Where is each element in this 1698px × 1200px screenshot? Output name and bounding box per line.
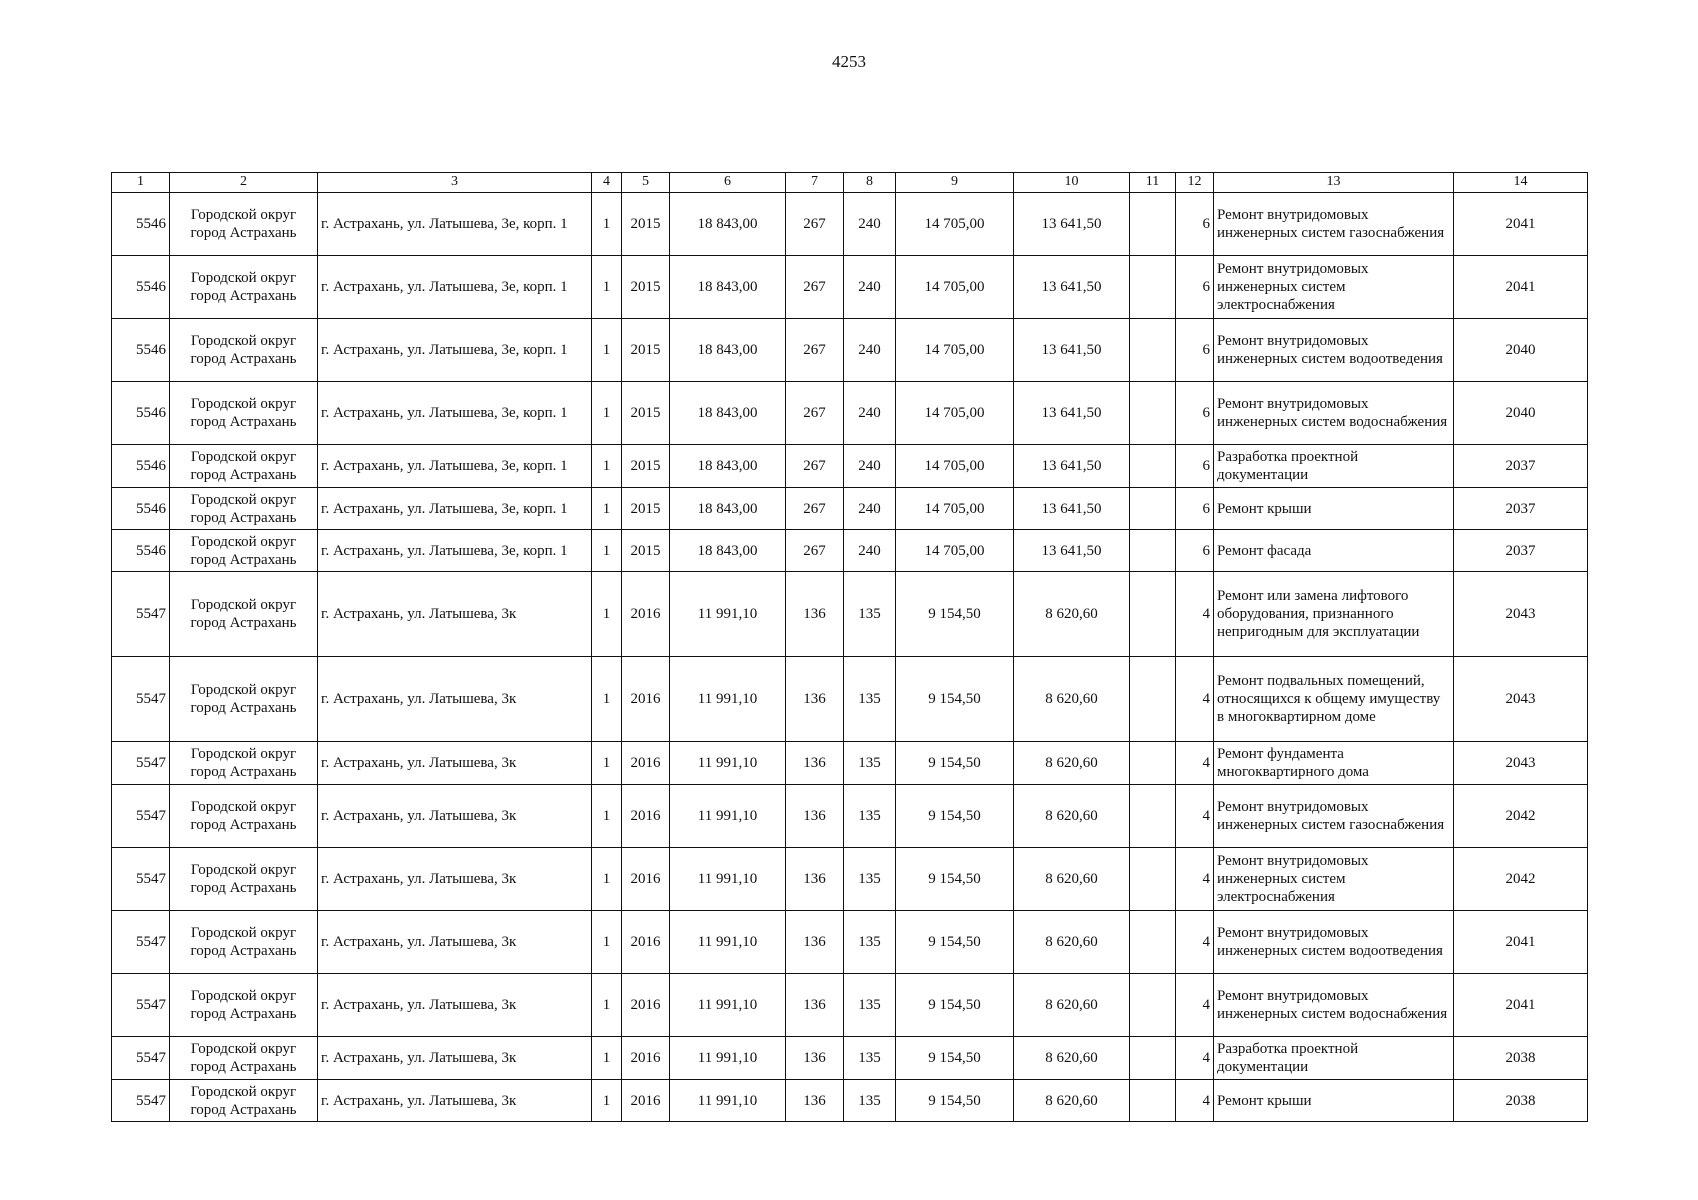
cell-plan-year: 2040	[1454, 382, 1588, 445]
cell-address: г. Астрахань, ул. Латышева, 3е, корп. 1	[318, 319, 592, 382]
table-row	[112, 488, 1588, 530]
column-header: 5	[622, 173, 670, 193]
cell-work-type: Ремонт внутридомовых инженерных систем электроснабжения	[1214, 256, 1454, 319]
data-table	[111, 172, 1588, 1122]
cell-col4: 1	[592, 785, 622, 848]
cell-address: г. Астрахань, ул. Латышева, 3к	[318, 657, 592, 742]
table-row	[112, 848, 1588, 911]
cell-col10: 8 620,60	[1014, 1037, 1130, 1080]
cell-col11	[1130, 382, 1176, 445]
cell-plan-year: 2041	[1454, 974, 1588, 1037]
cell-col9: 9 154,50	[896, 1080, 1014, 1122]
cell-col7: 136	[786, 1037, 844, 1080]
cell-municipality: Городской округ город Астрахань	[170, 382, 318, 445]
table-row	[112, 911, 1588, 974]
cell-address: г. Астрахань, ул. Латышева, 3к	[318, 1080, 592, 1122]
cell-plan-year: 2037	[1454, 445, 1588, 488]
cell-col12: 6	[1176, 445, 1214, 488]
cell-col12: 6	[1176, 256, 1214, 319]
cell-address: г. Астрахань, ул. Латышева, 3е, корп. 1	[318, 256, 592, 319]
cell-col4: 1	[592, 1080, 622, 1122]
cell-col7: 136	[786, 572, 844, 657]
cell-municipality: Городской округ город Астрахань	[170, 530, 318, 572]
table-row	[112, 974, 1588, 1037]
cell-col4: 1	[592, 445, 622, 488]
cell-year: 2016	[622, 742, 670, 785]
column-header: 11	[1130, 173, 1176, 193]
cell-area: 18 843,00	[670, 382, 786, 445]
cell-col10: 8 620,60	[1014, 572, 1130, 657]
cell-col12: 6	[1176, 382, 1214, 445]
cell-number: 5546	[112, 193, 170, 256]
cell-year: 2015	[622, 382, 670, 445]
cell-work-type: Ремонт внутридомовых инженерных систем газоснабжения	[1214, 785, 1454, 848]
cell-col7: 136	[786, 657, 844, 742]
cell-col12: 4	[1176, 1080, 1214, 1122]
cell-area: 18 843,00	[670, 256, 786, 319]
cell-number: 5546	[112, 256, 170, 319]
cell-col9: 14 705,00	[896, 193, 1014, 256]
cell-year: 2015	[622, 488, 670, 530]
cell-plan-year: 2042	[1454, 785, 1588, 848]
cell-col12: 4	[1176, 572, 1214, 657]
cell-year: 2015	[622, 445, 670, 488]
cell-col8: 240	[844, 319, 896, 382]
column-header: 8	[844, 173, 896, 193]
table-row	[112, 785, 1588, 848]
cell-col10: 13 641,50	[1014, 319, 1130, 382]
cell-col10: 13 641,50	[1014, 488, 1130, 530]
cell-col9: 14 705,00	[896, 382, 1014, 445]
column-header: 2	[170, 173, 318, 193]
cell-municipality: Городской округ город Астрахань	[170, 319, 318, 382]
column-header: 13	[1214, 173, 1454, 193]
cell-area: 11 991,10	[670, 848, 786, 911]
cell-number: 5547	[112, 1037, 170, 1080]
cell-col9: 14 705,00	[896, 530, 1014, 572]
cell-municipality: Городской округ город Астрахань	[170, 657, 318, 742]
cell-work-type: Ремонт или замена лифтового оборудования, признанного непригодным для эксплуатации	[1214, 572, 1454, 657]
cell-col11	[1130, 742, 1176, 785]
cell-plan-year: 2041	[1454, 193, 1588, 256]
cell-col8: 240	[844, 530, 896, 572]
cell-address: г. Астрахань, ул. Латышева, 3к	[318, 911, 592, 974]
cell-col12: 4	[1176, 657, 1214, 742]
cell-plan-year: 2038	[1454, 1037, 1588, 1080]
cell-col4: 1	[592, 848, 622, 911]
cell-col7: 136	[786, 1080, 844, 1122]
column-header: 4	[592, 173, 622, 193]
cell-col4: 1	[592, 256, 622, 319]
cell-col4: 1	[592, 742, 622, 785]
cell-work-type: Ремонт крыши	[1214, 488, 1454, 530]
cell-area: 11 991,10	[670, 572, 786, 657]
cell-year: 2016	[622, 1037, 670, 1080]
cell-number: 5547	[112, 572, 170, 657]
cell-work-type: Ремонт фасада	[1214, 530, 1454, 572]
cell-address: г. Астрахань, ул. Латышева, 3е, корп. 1	[318, 445, 592, 488]
cell-col11	[1130, 974, 1176, 1037]
cell-plan-year: 2037	[1454, 488, 1588, 530]
cell-area: 11 991,10	[670, 785, 786, 848]
cell-number: 5547	[112, 1080, 170, 1122]
cell-work-type: Ремонт внутридомовых инженерных систем водоотведения	[1214, 911, 1454, 974]
cell-col4: 1	[592, 193, 622, 256]
cell-address: г. Астрахань, ул. Латышева, 3е, корп. 1	[318, 382, 592, 445]
cell-col9: 9 154,50	[896, 911, 1014, 974]
cell-col10: 8 620,60	[1014, 742, 1130, 785]
cell-col7: 136	[786, 848, 844, 911]
cell-col9: 9 154,50	[896, 742, 1014, 785]
cell-col10: 13 641,50	[1014, 382, 1130, 445]
cell-number: 5546	[112, 530, 170, 572]
cell-municipality: Городской округ город Астрахань	[170, 445, 318, 488]
cell-plan-year: 2043	[1454, 572, 1588, 657]
cell-number: 5547	[112, 742, 170, 785]
table-row	[112, 742, 1588, 785]
cell-number: 5547	[112, 911, 170, 974]
cell-work-type: Ремонт внутридомовых инженерных систем водоснабжения	[1214, 974, 1454, 1037]
cell-col11	[1130, 657, 1176, 742]
table-row	[112, 572, 1588, 657]
cell-col9: 9 154,50	[896, 785, 1014, 848]
cell-area: 11 991,10	[670, 657, 786, 742]
cell-col10: 8 620,60	[1014, 785, 1130, 848]
cell-address: г. Астрахань, ул. Латышева, 3к	[318, 1037, 592, 1080]
cell-col9: 9 154,50	[896, 657, 1014, 742]
cell-year: 2016	[622, 1080, 670, 1122]
cell-col11	[1130, 911, 1176, 974]
cell-work-type: Разработка проектной документации	[1214, 1037, 1454, 1080]
cell-col9: 9 154,50	[896, 572, 1014, 657]
cell-col11	[1130, 193, 1176, 256]
cell-work-type: Разработка проектной документации	[1214, 445, 1454, 488]
cell-col7: 267	[786, 382, 844, 445]
cell-number: 5547	[112, 974, 170, 1037]
cell-address: г. Астрахань, ул. Латышева, 3е, корп. 1	[318, 488, 592, 530]
cell-col8: 135	[844, 785, 896, 848]
cell-col4: 1	[592, 530, 622, 572]
cell-col7: 267	[786, 488, 844, 530]
cell-col7: 267	[786, 193, 844, 256]
cell-year: 2016	[622, 848, 670, 911]
cell-col8: 135	[844, 1037, 896, 1080]
cell-municipality: Городской округ город Астрахань	[170, 1080, 318, 1122]
cell-col11	[1130, 785, 1176, 848]
cell-number: 5547	[112, 785, 170, 848]
cell-col9: 9 154,50	[896, 974, 1014, 1037]
cell-col12: 4	[1176, 1037, 1214, 1080]
cell-area: 11 991,10	[670, 1080, 786, 1122]
cell-year: 2015	[622, 530, 670, 572]
cell-col4: 1	[592, 974, 622, 1037]
cell-col4: 1	[592, 911, 622, 974]
cell-address: г. Астрахань, ул. Латышева, 3к	[318, 742, 592, 785]
cell-col12: 4	[1176, 785, 1214, 848]
cell-address: г. Астрахань, ул. Латышева, 3е, корп. 1	[318, 530, 592, 572]
cell-area: 18 843,00	[670, 193, 786, 256]
table-row	[112, 319, 1588, 382]
cell-municipality: Городской округ город Астрахань	[170, 488, 318, 530]
cell-col11	[1130, 319, 1176, 382]
cell-col9: 9 154,50	[896, 1037, 1014, 1080]
cell-area: 11 991,10	[670, 742, 786, 785]
cell-col9: 9 154,50	[896, 848, 1014, 911]
cell-col9: 14 705,00	[896, 488, 1014, 530]
cell-col7: 267	[786, 445, 844, 488]
cell-municipality: Городской округ город Астрахань	[170, 1037, 318, 1080]
table-row	[112, 256, 1588, 319]
cell-plan-year: 2041	[1454, 256, 1588, 319]
column-header: 9	[896, 173, 1014, 193]
cell-col8: 135	[844, 848, 896, 911]
table-row	[112, 1037, 1588, 1080]
cell-year: 2016	[622, 974, 670, 1037]
table-row	[112, 530, 1588, 572]
cell-plan-year: 2042	[1454, 848, 1588, 911]
cell-area: 11 991,10	[670, 911, 786, 974]
cell-col12: 4	[1176, 742, 1214, 785]
cell-municipality: Городской округ город Астрахань	[170, 742, 318, 785]
cell-col10: 13 641,50	[1014, 256, 1130, 319]
cell-plan-year: 2037	[1454, 530, 1588, 572]
cell-area: 11 991,10	[670, 974, 786, 1037]
cell-col11	[1130, 1037, 1176, 1080]
cell-municipality: Городской округ город Астрахань	[170, 911, 318, 974]
cell-col4: 1	[592, 657, 622, 742]
cell-col8: 240	[844, 488, 896, 530]
cell-work-type: Ремонт внутридомовых инженерных систем водоотведения	[1214, 319, 1454, 382]
cell-col10: 8 620,60	[1014, 848, 1130, 911]
cell-col8: 135	[844, 742, 896, 785]
cell-col10: 8 620,60	[1014, 1080, 1130, 1122]
cell-work-type: Ремонт подвальных помещений, относящихся к общему имуществу в многоквартирном доме	[1214, 657, 1454, 742]
cell-address: г. Астрахань, ул. Латышева, 3к	[318, 974, 592, 1037]
cell-number: 5546	[112, 445, 170, 488]
cell-col7: 267	[786, 530, 844, 572]
cell-area: 18 843,00	[670, 319, 786, 382]
table-row	[112, 193, 1588, 256]
cell-col7: 136	[786, 742, 844, 785]
cell-area: 18 843,00	[670, 445, 786, 488]
table-body	[112, 193, 1588, 1122]
cell-col11	[1130, 256, 1176, 319]
column-header: 14	[1454, 173, 1588, 193]
cell-municipality: Городской округ город Астрахань	[170, 785, 318, 848]
cell-col8: 240	[844, 193, 896, 256]
cell-col4: 1	[592, 1037, 622, 1080]
cell-col12: 6	[1176, 319, 1214, 382]
cell-col12: 4	[1176, 848, 1214, 911]
cell-year: 2016	[622, 572, 670, 657]
column-header: 3	[318, 173, 592, 193]
cell-plan-year: 2040	[1454, 319, 1588, 382]
cell-col11	[1130, 445, 1176, 488]
cell-year: 2016	[622, 657, 670, 742]
page-number: 4253	[832, 52, 866, 71]
cell-area: 11 991,10	[670, 1037, 786, 1080]
cell-col9: 14 705,00	[896, 445, 1014, 488]
cell-col4: 1	[592, 319, 622, 382]
cell-municipality: Городской округ город Астрахань	[170, 848, 318, 911]
cell-col11	[1130, 488, 1176, 530]
cell-col11	[1130, 530, 1176, 572]
cell-col10: 13 641,50	[1014, 445, 1130, 488]
cell-number: 5547	[112, 657, 170, 742]
cell-area: 18 843,00	[670, 488, 786, 530]
cell-number: 5546	[112, 319, 170, 382]
cell-number: 5546	[112, 488, 170, 530]
cell-year: 2016	[622, 911, 670, 974]
cell-col4: 1	[592, 572, 622, 657]
cell-work-type: Ремонт внутридомовых инженерных систем электроснабжения	[1214, 848, 1454, 911]
cell-col8: 240	[844, 382, 896, 445]
cell-col10: 8 620,60	[1014, 911, 1130, 974]
cell-work-type: Ремонт внутридомовых инженерных систем газоснабжения	[1214, 193, 1454, 256]
cell-col8: 135	[844, 1080, 896, 1122]
cell-col4: 1	[592, 488, 622, 530]
cell-work-type: Ремонт внутридомовых инженерных систем водоснабжения	[1214, 382, 1454, 445]
cell-col12: 6	[1176, 193, 1214, 256]
cell-municipality: Городской округ город Астрахань	[170, 974, 318, 1037]
cell-col11	[1130, 1080, 1176, 1122]
cell-col7: 136	[786, 785, 844, 848]
cell-col8: 135	[844, 911, 896, 974]
cell-municipality: Городской округ город Астрахань	[170, 256, 318, 319]
cell-col12: 6	[1176, 530, 1214, 572]
cell-col10: 8 620,60	[1014, 657, 1130, 742]
cell-col10: 13 641,50	[1014, 193, 1130, 256]
cell-address: г. Астрахань, ул. Латышева, 3к	[318, 572, 592, 657]
column-header: 10	[1014, 173, 1130, 193]
column-header: 12	[1176, 173, 1214, 193]
cell-col10: 13 641,50	[1014, 530, 1130, 572]
cell-number: 5547	[112, 848, 170, 911]
cell-municipality: Городской округ город Астрахань	[170, 193, 318, 256]
cell-col8: 135	[844, 657, 896, 742]
cell-plan-year: 2043	[1454, 742, 1588, 785]
cell-col10: 8 620,60	[1014, 974, 1130, 1037]
cell-address: г. Астрахань, ул. Латышева, 3к	[318, 848, 592, 911]
cell-work-type: Ремонт крыши	[1214, 1080, 1454, 1122]
cell-col7: 267	[786, 256, 844, 319]
cell-col7: 267	[786, 319, 844, 382]
cell-year: 2016	[622, 785, 670, 848]
cell-year: 2015	[622, 319, 670, 382]
cell-col9: 14 705,00	[896, 319, 1014, 382]
table-row	[112, 657, 1588, 742]
column-header: 6	[670, 173, 786, 193]
cell-col12: 4	[1176, 911, 1214, 974]
column-header: 7	[786, 173, 844, 193]
cell-municipality: Городской округ город Астрахань	[170, 572, 318, 657]
cell-plan-year: 2041	[1454, 911, 1588, 974]
table-row	[112, 445, 1588, 488]
cell-year: 2015	[622, 256, 670, 319]
cell-col8: 240	[844, 445, 896, 488]
cell-col9: 14 705,00	[896, 256, 1014, 319]
cell-col11	[1130, 572, 1176, 657]
cell-plan-year: 2043	[1454, 657, 1588, 742]
cell-col7: 136	[786, 974, 844, 1037]
cell-col12: 6	[1176, 488, 1214, 530]
cell-col12: 4	[1176, 974, 1214, 1037]
cell-col11	[1130, 848, 1176, 911]
cell-number: 5546	[112, 382, 170, 445]
header-row	[112, 173, 1588, 193]
cell-col8: 135	[844, 974, 896, 1037]
table-row	[112, 1080, 1588, 1122]
cell-address: г. Астрахань, ул. Латышева, 3е, корп. 1	[318, 193, 592, 256]
cell-year: 2015	[622, 193, 670, 256]
cell-col8: 240	[844, 256, 896, 319]
cell-col4: 1	[592, 382, 622, 445]
cell-col8: 135	[844, 572, 896, 657]
cell-area: 18 843,00	[670, 530, 786, 572]
cell-col7: 136	[786, 911, 844, 974]
cell-work-type: Ремонт фундамента многоквартирного дома	[1214, 742, 1454, 785]
cell-plan-year: 2038	[1454, 1080, 1588, 1122]
table-row	[112, 382, 1588, 445]
cell-address: г. Астрахань, ул. Латышева, 3к	[318, 785, 592, 848]
column-header: 1	[112, 173, 170, 193]
